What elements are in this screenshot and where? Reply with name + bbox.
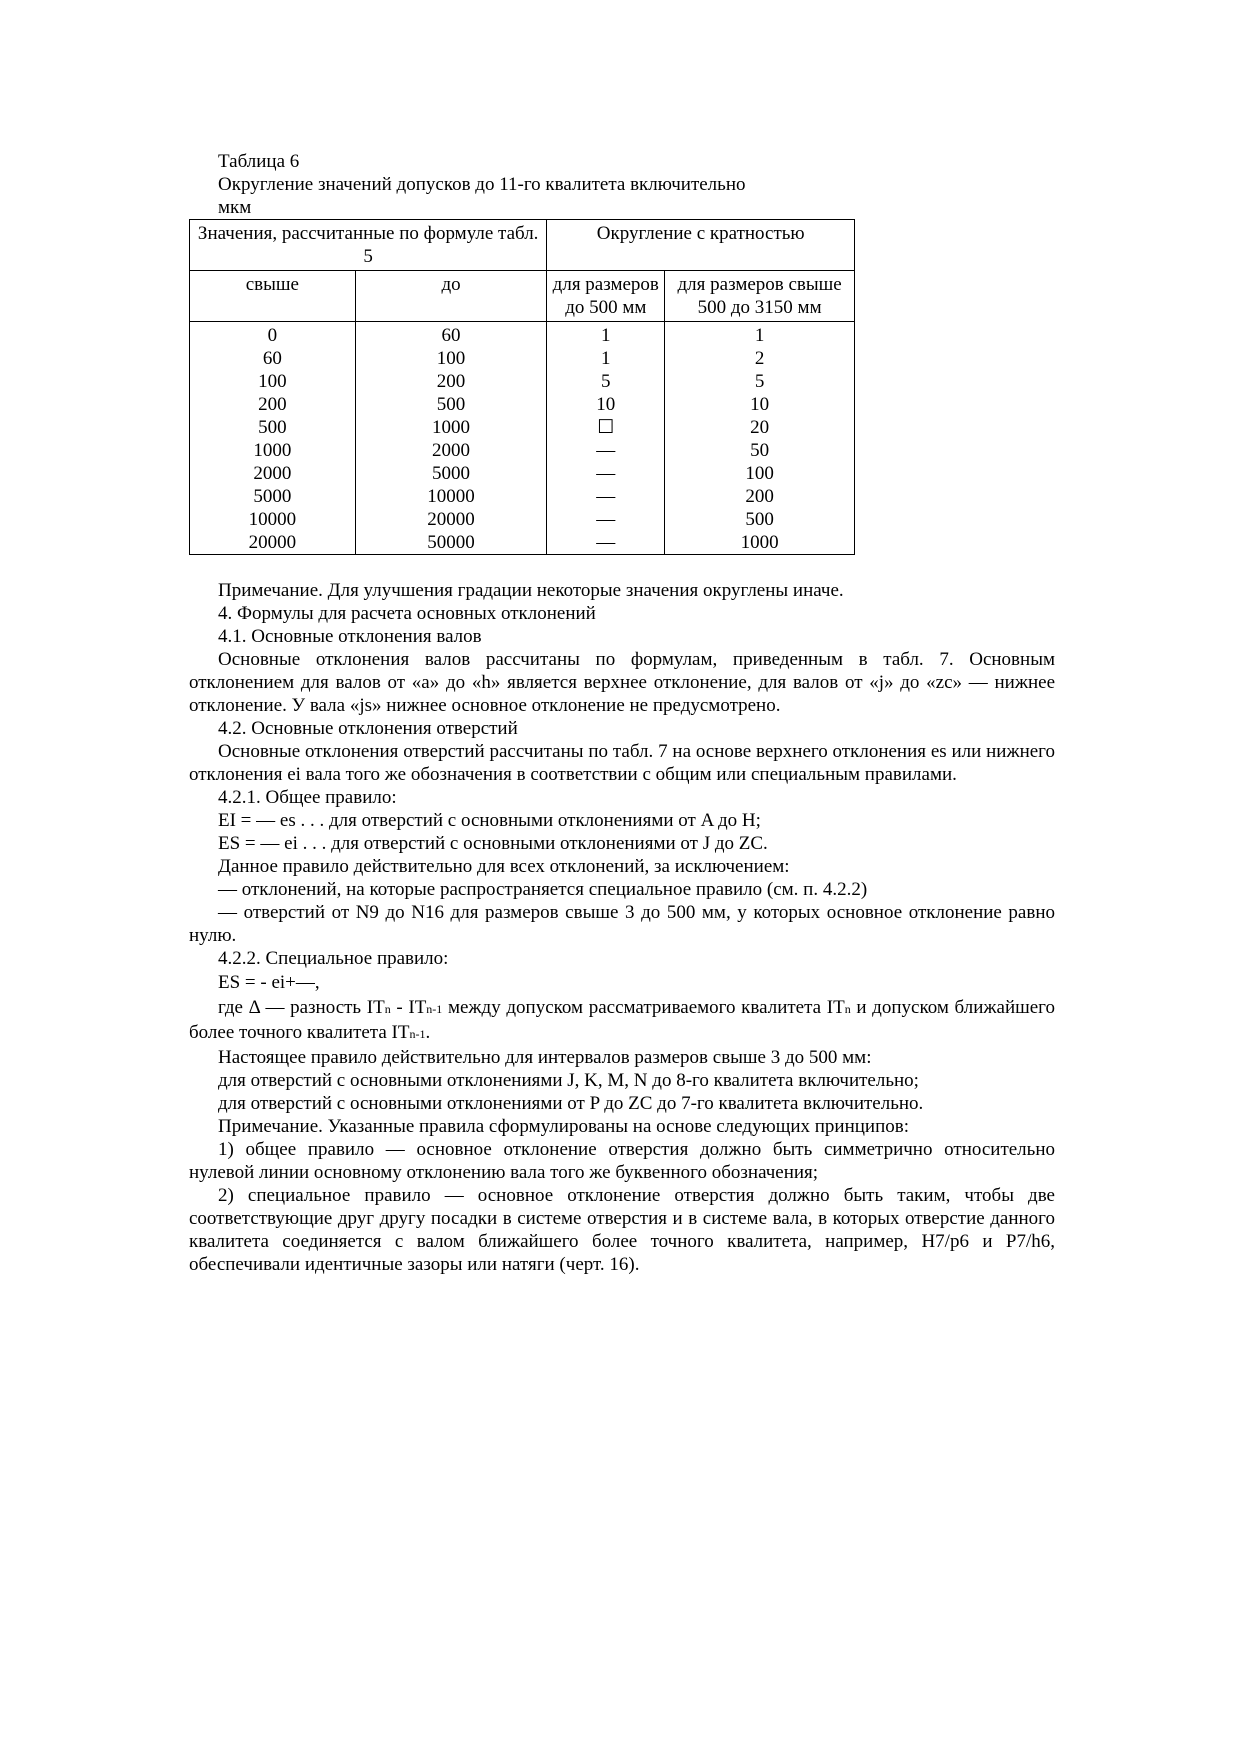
cell-round-500: — [547, 485, 665, 508]
subscript: n-1 [409, 1027, 426, 1041]
header-to: до [355, 271, 547, 322]
paragraph: для отверстий с основными отклонениями от P до ZC до 7-го квалитета включительно. [218, 1093, 924, 1114]
text-fragment: и допуском ближайшего более точного квалитета IT [189, 997, 1056, 1043]
cell-round-3150: 5 [665, 370, 855, 393]
cell-from: 5000 [190, 485, 356, 508]
cell-round-3150: 1 [665, 322, 855, 348]
paragraph: Настоящее правило действительно для интервалов размеров свыше 3 до 500 мм: [218, 1047, 872, 1068]
rounding-table [189, 219, 855, 555]
subsection-heading: 4.2.2. Специальное правило: [218, 948, 449, 969]
list-item: — отверстий от N9 до N16 для размеров свыше 3 до 500 мм, у которых основное отклонение равно нулю. [189, 902, 1055, 946]
text-fragment: где Δ — разность IT [218, 997, 385, 1018]
table-row [190, 393, 855, 416]
table-caption [218, 150, 1055, 219]
cell-round-500: — [547, 531, 665, 555]
cell-round-3150: 200 [665, 485, 855, 508]
table-unit: мкм [218, 197, 252, 218]
cell-round-500: 10 [547, 393, 665, 416]
table-row [190, 322, 855, 348]
cell-to: 20000 [355, 508, 547, 531]
table-header-row [190, 220, 855, 271]
body-text [189, 579, 1055, 1276]
list-item: — отклонений, на которые распространяется специальное правило (см. п. 4.2.2) [218, 879, 868, 900]
cell-round-500: — [547, 508, 665, 531]
cell-from: 200 [190, 393, 356, 416]
section-heading: 4. Формулы для расчета основных отклонений [218, 603, 596, 624]
paragraph: Основные отклонения отверстий рассчитаны по табл. 7 на основе верхнего отклонения es или нижнего отклонения ei вала того же обозначения в соответствии с общим или специальным правилами. [189, 741, 1055, 785]
paragraph: для отверстий с основными отклонениями J, K, M, N до 8-го квалитета включительно; [218, 1070, 919, 1091]
table-number: Таблица 6 [218, 151, 300, 172]
cell-from: 0 [190, 322, 356, 348]
subsection-heading: 4.2. Основные отклонения отверстий [218, 718, 518, 739]
table-row [190, 439, 855, 462]
note-paragraph: Примечание. Указанные правила сформулированы на основе следующих принципов: [218, 1116, 910, 1137]
cell-round-500: ☐ [547, 416, 665, 439]
cell-round-3150: 50 [665, 439, 855, 462]
cell-to: 10000 [355, 485, 547, 508]
subsection-heading: 4.1. Основные отклонения валов [218, 626, 482, 647]
cell-from: 2000 [190, 462, 356, 485]
formula-line: ES = — ei . . . для отверстий с основными отклонениями от J до ZC. [218, 833, 768, 854]
table-row [190, 508, 855, 531]
list-item: 1) общее правило — основное отклонение отверстия должно быть симметрично относительно нулевой линии основному отклонению вала того же буквенного обозначения; [189, 1139, 1055, 1183]
formula-line: EI = — es . . . для отверстий с основными отклонениями от A до H; [218, 810, 761, 831]
cell-from: 100 [190, 370, 356, 393]
cell-to: 50000 [355, 531, 547, 555]
cell-from: 20000 [190, 531, 356, 555]
paragraph-delta-definition [189, 996, 1055, 1046]
table-row [190, 347, 855, 370]
header-from: свыше [190, 271, 356, 322]
text-fragment: - IT [390, 997, 427, 1018]
table-row [190, 485, 855, 508]
cell-round-500: — [547, 462, 665, 485]
cell-to: 1000 [355, 416, 547, 439]
cell-from: 60 [190, 347, 356, 370]
cell-from: 10000 [190, 508, 356, 531]
cell-round-500: 1 [547, 347, 665, 370]
subscript: n [384, 1002, 391, 1016]
cell-from: 1000 [190, 439, 356, 462]
document-page [189, 150, 1055, 1276]
cell-from: 500 [190, 416, 356, 439]
cell-round-3150: 20 [665, 416, 855, 439]
cell-round-500: — [547, 439, 665, 462]
paragraph: Основные отклонения валов рассчитаны по формулам, приведенным в табл. 7. Основным отклонением для валов от «a» до «h» является верхнее отклонение, для валов от «j» до «zc» — нижнее отклонение. У вала «js» нижнее основное отклонение не предусмотрено. [189, 649, 1055, 716]
table-title: Округление значений допусков до 11-го квалитета включительно [218, 174, 746, 195]
cell-round-3150: 1000 [665, 531, 855, 555]
table-row [190, 531, 855, 555]
cell-to: 200 [355, 370, 547, 393]
cell-round-3150: 2 [665, 347, 855, 370]
cell-round-3150: 500 [665, 508, 855, 531]
list-item: 2) специальное правило — основное отклонение отверстия должно быть таким, чтобы две соответствующие друг другу посадки в системе отверстия и в системе вала, в которых отверстие данного квалитета соединяется с валом ближайшего более точного квалитета, например, H7/p6 и P7/h6, обеспечивали идентичные зазоры или натяги (черт. 16). [189, 1185, 1055, 1275]
formula-line: ES = - ei+—, [218, 972, 320, 993]
note-paragraph: Примечание. Для улучшения градации некоторые значения округлены иначе. [218, 580, 844, 601]
cell-to: 100 [355, 347, 547, 370]
paragraph: Данное правило действительно для всех отклонений, за исключением: [218, 856, 790, 877]
cell-round-3150: 100 [665, 462, 855, 485]
table-row [190, 462, 855, 485]
header-calculated-values: Значения, рассчитанные по формуле табл. 5 [190, 220, 547, 271]
table-subheader-row [190, 271, 855, 322]
cell-round-500: 1 [547, 322, 665, 348]
table-row [190, 370, 855, 393]
cell-round-500: 5 [547, 370, 665, 393]
cell-to: 500 [355, 393, 547, 416]
subscript: n-1 [426, 1002, 443, 1016]
table-row [190, 416, 855, 439]
text-fragment: . [425, 1022, 431, 1043]
header-sizes-up-to-500: для размеров до 500 мм [547, 271, 665, 322]
cell-round-3150: 10 [665, 393, 855, 416]
header-sizes-500-3150: для размеров свыше 500 до 3150 мм [665, 271, 855, 322]
text-fragment: между допуском рассматриваемого квалитета IT [442, 997, 845, 1018]
cell-to: 2000 [355, 439, 547, 462]
cell-to: 60 [355, 322, 547, 348]
header-rounding-multiplicity: Округление с кратностью [547, 220, 855, 271]
subsection-heading: 4.2.1. Общее правило: [218, 787, 397, 808]
cell-to: 5000 [355, 462, 547, 485]
subscript: n [844, 1002, 851, 1016]
